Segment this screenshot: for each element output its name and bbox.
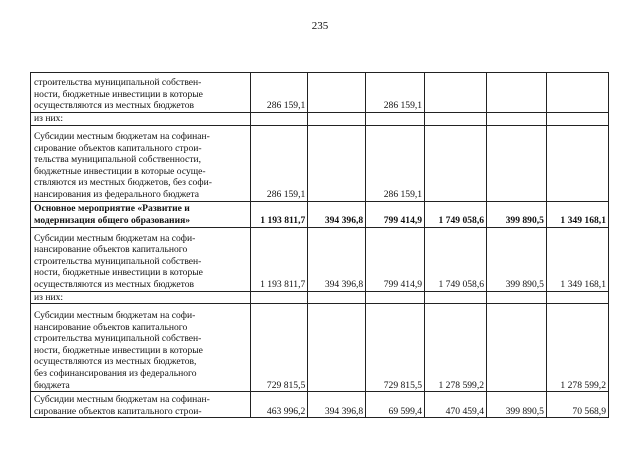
row-label: Основное мероприятие «Развитие и модернизация общего образования» <box>31 201 251 227</box>
table-row <box>31 392 609 418</box>
value-cell: 394 396,8 <box>308 201 366 227</box>
value-cell: 1 278 599,2 <box>546 304 608 392</box>
value-cell: 470 459,4 <box>425 392 487 418</box>
value-cell: 286 159,1 <box>366 125 425 201</box>
value-cell: 799 414,9 <box>366 201 425 227</box>
value-cell <box>546 113 608 126</box>
value-cell: 1 278 599,2 <box>425 304 487 392</box>
value-cell <box>425 125 487 201</box>
table-row <box>31 113 609 126</box>
value-cell <box>251 113 308 126</box>
value-cell: 394 396,8 <box>308 227 366 291</box>
value-cell <box>251 291 308 304</box>
page-number: 235 <box>311 20 329 32</box>
table-row <box>31 291 609 304</box>
value-cell: 729 815,5 <box>366 304 425 392</box>
value-cell <box>366 291 425 304</box>
value-cell <box>487 304 547 392</box>
value-cell <box>308 291 366 304</box>
value-cell: 1 749 058,6 <box>425 201 487 227</box>
budget-table <box>30 72 609 418</box>
value-cell <box>425 113 487 126</box>
value-cell: 1 193 811,7 <box>251 227 308 291</box>
table-row <box>31 227 609 291</box>
value-cell <box>546 291 608 304</box>
value-cell: 1 749 058,6 <box>425 227 487 291</box>
table-row <box>31 125 609 201</box>
value-cell: 286 159,1 <box>251 125 308 201</box>
value-cell <box>308 125 366 201</box>
row-label: Субсидии местным бюджетам на софи- нансирование объектов капитального строительства муниципальной собствен- ности, бюджетные инвестиции в которые осуществляются из местных бюджетов, без софинансирования из федерального бюджета <box>31 304 251 392</box>
row-label: Субсидии местным бюджетам на софинан- сирование объектов капитального строи- тельства муниципальной собственности, бюджетные инвестиции в которые осуще- ствляются из местных бюджетов, без софи- нансирования из федерального бюджета <box>31 125 251 201</box>
table-row <box>31 201 609 227</box>
value-cell: 1 349 168,1 <box>546 227 608 291</box>
value-cell <box>308 113 366 126</box>
row-label: строительства муниципальной собствен- ности, бюджетные инвестиции в которые осуществляются из местных бюджетов <box>31 73 251 113</box>
value-cell: 729 815,5 <box>251 304 308 392</box>
value-cell: 70 568,9 <box>546 392 608 418</box>
value-cell <box>487 291 547 304</box>
value-cell <box>308 304 366 392</box>
value-cell: 399 890,5 <box>487 227 547 291</box>
value-cell: 286 159,1 <box>366 73 425 113</box>
value-cell: 1 349 168,1 <box>546 201 608 227</box>
value-cell: 799 414,9 <box>366 227 425 291</box>
value-cell: 286 159,1 <box>251 73 308 113</box>
value-cell <box>546 125 608 201</box>
value-cell <box>366 113 425 126</box>
value-cell: 399 890,5 <box>487 392 547 418</box>
row-label: Субсидии местным бюджетам на софинан- сирование объектов капитального строи- <box>31 392 251 418</box>
value-cell: 69 599,4 <box>366 392 425 418</box>
table-row <box>31 304 609 392</box>
value-cell: 394 396,8 <box>308 392 366 418</box>
value-cell <box>487 73 547 113</box>
value-cell <box>546 73 608 113</box>
value-cell: 399 890,5 <box>487 201 547 227</box>
table-row <box>31 73 609 113</box>
value-cell <box>308 73 366 113</box>
value-cell <box>425 291 487 304</box>
value-cell: 463 996,2 <box>251 392 308 418</box>
value-cell <box>487 125 547 201</box>
row-label: из них: <box>31 113 251 126</box>
row-label: Субсидии местным бюджетам на софи- нансирование объектов капитального строительства муниципальной собствен- ности, бюджетные инвестиции в которые осуществляются из местных бюджетов <box>31 227 251 291</box>
value-cell <box>425 73 487 113</box>
row-label: из них: <box>31 291 251 304</box>
value-cell: 1 193 811,7 <box>251 201 308 227</box>
value-cell <box>487 113 547 126</box>
